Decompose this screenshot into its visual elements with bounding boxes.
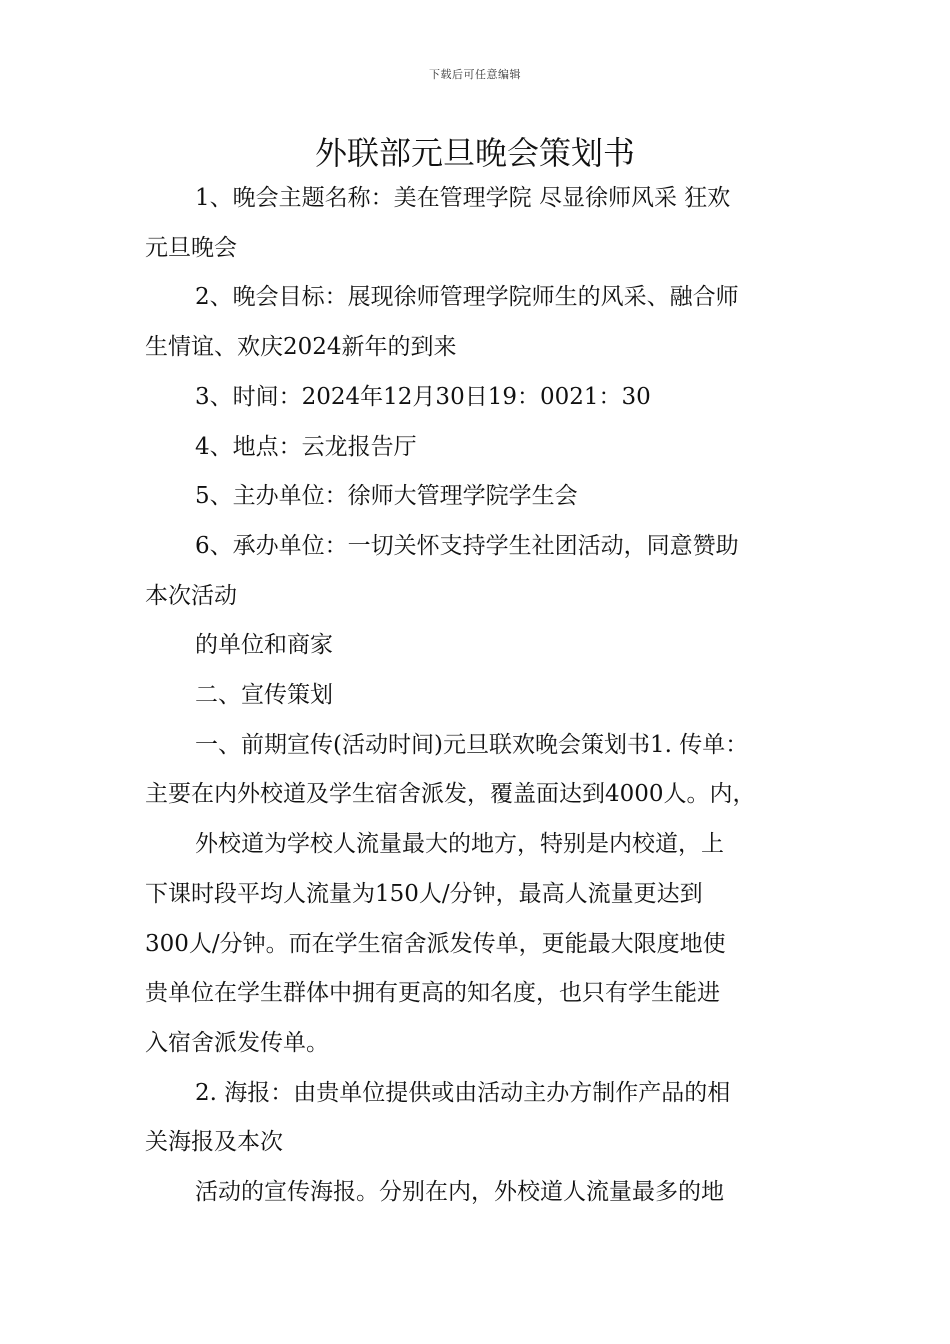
paragraph-line: 二、宣传策划 [195,682,333,709]
paragraph-line: 3、时间：2024年12月30日19：0021：30 [195,383,651,410]
section-heading-publicity [145,671,815,721]
paragraph-line: 4、地点：云龙报告厅 [195,433,417,460]
paragraph-line: 主要在内外校道及学生宿舍派发，覆盖面达到4000人。内， [145,781,756,808]
paragraph-line: 贵单位在学生群体中拥有更高的知名度，也只有学生能进 [145,980,720,1007]
paragraph-line: 外校道为学校人流量最大的地方，特别是内校道，上 [195,831,724,858]
paragraph-line: 元旦晚会 [145,234,237,261]
header-note: 下载后可任意编辑 [429,68,521,81]
paragraph-theme [145,174,815,273]
paragraph-early-publicity [145,721,815,820]
paragraph-line: 6、承办单位：一切关怀支持学生社团活动，同意赞助 [195,532,739,559]
paragraph-line: 一、前期宣传(活动时间)元旦联欢晚会策划书1. 传单： [195,731,749,758]
paragraph-organizer [145,522,815,621]
paragraph-line: 入宿舍派发传单。 [145,1029,329,1056]
paragraph-line: 1、晚会主题名称：美在管理学院 尽显徐师风采 狂欢 [195,185,731,211]
paragraph-time [145,373,815,423]
paragraph-line: 生情谊、欢庆2024新年的到来 [145,334,457,361]
document-title: 外联部元旦晚会策划书 [314,134,635,172]
paragraph-posters [145,1069,815,1168]
paragraph-line: 2、晚会目标：展现徐师管理学院师生的风采、融合师 [195,284,739,311]
paragraph-line: 活动的宣传海报。分别在内，外校道人流量最多的地 [195,1179,724,1206]
document-body [145,174,815,1218]
paragraph-line: 的单位和商家 [195,632,333,659]
paragraph-line: 本次活动 [145,582,237,609]
paragraph-line: 关海报及本次 [145,1129,283,1156]
paragraph-line: 5、主办单位：徐师大管理学院学生会 [195,483,578,510]
paragraph-venue [145,423,815,473]
paragraph-organizer-cont [145,621,815,671]
paragraph-host [145,472,815,522]
paragraph-goal [145,273,815,372]
paragraph-line: 300人/分钟。而在学生宿舍派发传单，更能最大限度地使 [145,930,726,957]
paragraph-line: 下课时段平均人流量为150人/分钟，最高人流量更达到 [145,880,703,907]
paragraph-posters-cont [145,1168,815,1218]
paragraph-line: 2. 海报：由贵单位提供或由活动主办方制作产品的相 [195,1079,731,1106]
paragraph-campus-traffic [145,820,815,1069]
